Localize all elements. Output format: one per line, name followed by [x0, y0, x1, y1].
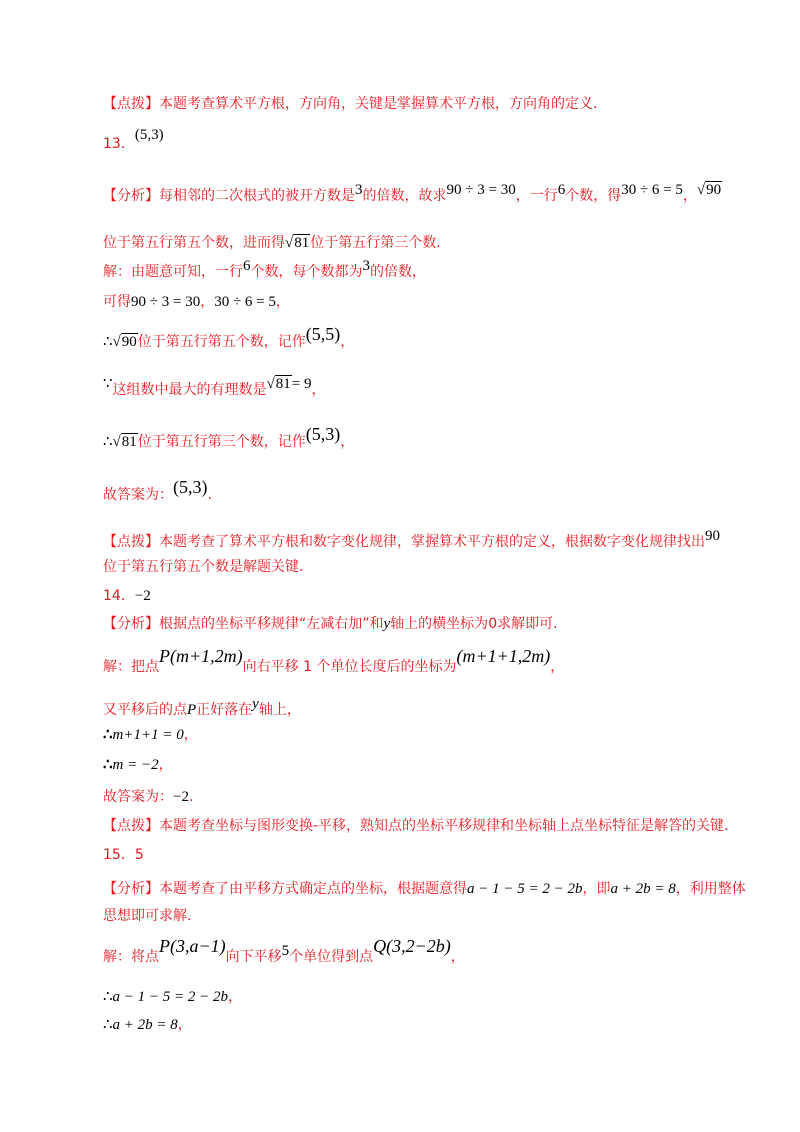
- analysis-text: ，: [682, 188, 697, 204]
- question-number: 15．: [103, 847, 135, 863]
- math-expr: −2: [173, 789, 189, 805]
- solution-15-line-1: [103, 936, 465, 967]
- hint-13-line-2: [103, 557, 303, 577]
- solution-text: 解：把点: [103, 659, 159, 675]
- solution-13-answer: [103, 477, 212, 505]
- radicand: 90: [121, 334, 137, 350]
- radicand: 81: [121, 434, 137, 450]
- solution-text: 又平移后的点: [103, 702, 187, 718]
- solution-text: ，: [228, 989, 243, 1005]
- solution-14-answer: [103, 787, 193, 807]
- solution-text: 向下平移: [225, 949, 282, 965]
- because-symbol: ∵: [103, 376, 113, 392]
- solution-text: 位于第五行第三个数，记作: [137, 434, 306, 450]
- analysis-text: ，即: [582, 881, 611, 897]
- solution-13-line-1: [103, 258, 426, 282]
- solution-text: 向右平移 1 个单位长度后的坐标为: [242, 659, 457, 675]
- math-expr: 90 ÷ 3 = 30: [131, 294, 201, 310]
- hint-line-12: [103, 94, 597, 114]
- solution-text: 解：将点: [103, 949, 159, 965]
- therefore-symbol: ∴: [103, 727, 113, 743]
- question-number: 13．: [103, 136, 135, 152]
- hint-13-line-1: [103, 528, 720, 552]
- radicand: 81: [294, 235, 310, 251]
- therefore-symbol: ∴: [103, 757, 113, 773]
- solution-14-line-1: [103, 646, 565, 677]
- solution-text: ，: [158, 757, 173, 773]
- hint-text: 【点拨】本题考查算术平方根，方向角，关键是掌握算术平方根，方向角的定义.: [103, 96, 598, 112]
- radicand: 81: [275, 376, 291, 392]
- solution-text: 位于第五行第五个数，记作: [137, 334, 306, 350]
- therefore-symbol: ∴: [103, 334, 113, 350]
- solution-text: 的倍数，: [370, 264, 426, 280]
- solution-text: 个数，每个数都为: [250, 264, 363, 280]
- analysis-text: 思想即可求解.: [103, 908, 192, 924]
- analysis-text: ，一行: [515, 188, 558, 204]
- math-expr: m+1+1 = 0: [112, 727, 184, 743]
- math-expr: 3: [355, 182, 363, 198]
- solution-text: ，: [177, 1017, 192, 1033]
- math-expr: = 9: [291, 376, 312, 392]
- solution-text: .: [207, 487, 212, 503]
- answer-value: 5: [134, 847, 144, 863]
- solution-13-line-5: [103, 424, 355, 452]
- math-expr: 3: [362, 258, 370, 274]
- math-expr: y: [252, 696, 259, 712]
- solution-text: 个单位得到点: [289, 949, 374, 965]
- solution-text: 正好落在: [196, 702, 253, 718]
- analysis-text: 【分析】本题考查了由平移方式确定点的坐标，根据题意得: [103, 881, 467, 897]
- solution-14-line-2: [103, 696, 301, 720]
- sqrt-expr: √81: [266, 376, 291, 392]
- radicand: 90: [706, 182, 722, 198]
- solution-text: ，: [340, 334, 355, 350]
- math-expr: 90: [705, 528, 720, 544]
- math-expr: a − 1 − 5 = 2 − 2b: [467, 881, 583, 897]
- solution-text: 可得: [103, 294, 131, 310]
- question-14-answer: [103, 586, 151, 606]
- math-expr: y: [383, 616, 391, 632]
- math-expr: a − 1 − 5 = 2 − 2b: [112, 989, 229, 1005]
- analysis-text: 位于第五行第三个数.: [310, 235, 441, 251]
- therefore-symbol: ∴: [103, 989, 113, 1005]
- math-expr: (m+1+1,2m): [456, 646, 551, 666]
- solution-text: ，: [200, 294, 215, 310]
- analysis-14: [103, 614, 558, 634]
- sqrt-expr: √81: [285, 235, 310, 251]
- hint-text: 位于第五行第五个数是解题关键.: [103, 559, 304, 575]
- solution-text: ，: [450, 949, 465, 965]
- math-expr: 6: [557, 182, 566, 198]
- solution-text: ，: [311, 382, 326, 398]
- analysis-text: ，利用整体: [675, 881, 746, 897]
- hint-text: 【点拨】本题考查了算术平方根和数字变化规律，掌握算术平方根的定义，根据数字变化规律找出: [103, 534, 705, 550]
- sqrt-expr: √81: [112, 434, 137, 450]
- solution-text: ，: [275, 294, 290, 310]
- question-15-answer: [103, 845, 144, 865]
- hint-14: [103, 816, 729, 836]
- solution-text: 故答案为：: [103, 487, 173, 503]
- analysis-text: 位于第五行第五个数，进而得: [103, 235, 285, 251]
- analysis-text: 【分析】根据点的坐标平移规律“左减右加”和: [103, 616, 384, 632]
- math-expr: 30 ÷ 6 = 5: [214, 294, 276, 310]
- math-expr: a + 2b = 8: [610, 881, 676, 897]
- solution-text: ，: [550, 659, 565, 675]
- solution-13-line-3: [103, 324, 355, 352]
- solution-14-line-3: [103, 725, 198, 745]
- analysis-15-line-1: [103, 879, 746, 899]
- sqrt-expr: √90: [696, 182, 722, 198]
- analysis-text: 个数，得: [565, 188, 622, 204]
- solution-text: ，: [340, 434, 355, 450]
- solution-15-line-3: [103, 1015, 192, 1035]
- solution-text: 轴上，: [258, 702, 301, 718]
- math-expr: (5,3): [305, 424, 341, 444]
- answer-value: (5,3): [134, 127, 164, 143]
- hint-text: 【点拨】本题考查坐标与图形变换-平移，熟知点的坐标平移规律和坐标轴上点坐标特征是解答的关键.: [103, 818, 729, 834]
- math-expr: 30 ÷ 6 = 5: [621, 182, 683, 198]
- answer-value: −2: [134, 588, 151, 604]
- solution-13-line-4: [103, 376, 326, 400]
- math-expr: P(3,a−1): [159, 936, 226, 956]
- solution-text: 这组数中最大的有理数是: [112, 382, 267, 398]
- solution-text: ，: [183, 727, 198, 743]
- analysis-text: 【分析】每相邻的二次根式的被开方数是: [103, 188, 355, 204]
- solution-13-line-2: [103, 292, 290, 312]
- question-number: 14．: [103, 588, 135, 604]
- analysis-13-line-1: [103, 182, 722, 206]
- solution-15-line-2: [103, 987, 242, 1007]
- math-expr: Q(3,2−2b): [373, 936, 451, 956]
- solution-text: 故答案为：: [103, 789, 173, 805]
- math-expr: P: [187, 702, 197, 718]
- math-expr: (5,5): [305, 324, 341, 344]
- math-expr: (5,3): [173, 477, 208, 497]
- therefore-symbol: ∴: [103, 434, 113, 450]
- analysis-text: 0: [488, 616, 498, 632]
- solution-14-line-4: [103, 755, 173, 775]
- therefore-symbol: ∴: [103, 1017, 113, 1033]
- question-13-answer: [103, 127, 164, 154]
- analysis-text: 的倍数，故求: [362, 188, 447, 204]
- math-expr: m = −2: [112, 757, 159, 773]
- math-expr: 5: [281, 943, 290, 959]
- analysis-text: 轴上的横坐标为: [390, 616, 489, 632]
- analysis-13-line-2: [103, 233, 441, 253]
- math-expr: P(m+1,2m): [159, 646, 243, 666]
- solution-text: .: [188, 789, 194, 805]
- analysis-text: 求解即可.: [497, 616, 558, 632]
- math-expr: 6: [243, 258, 251, 274]
- solution-text: 解：由题意可知，一行: [103, 264, 243, 280]
- math-expr: a + 2b = 8: [112, 1017, 178, 1033]
- analysis-15-line-2: [103, 906, 191, 926]
- math-expr: 90 ÷ 3 = 30: [446, 182, 516, 198]
- sqrt-expr: √90: [112, 334, 137, 350]
